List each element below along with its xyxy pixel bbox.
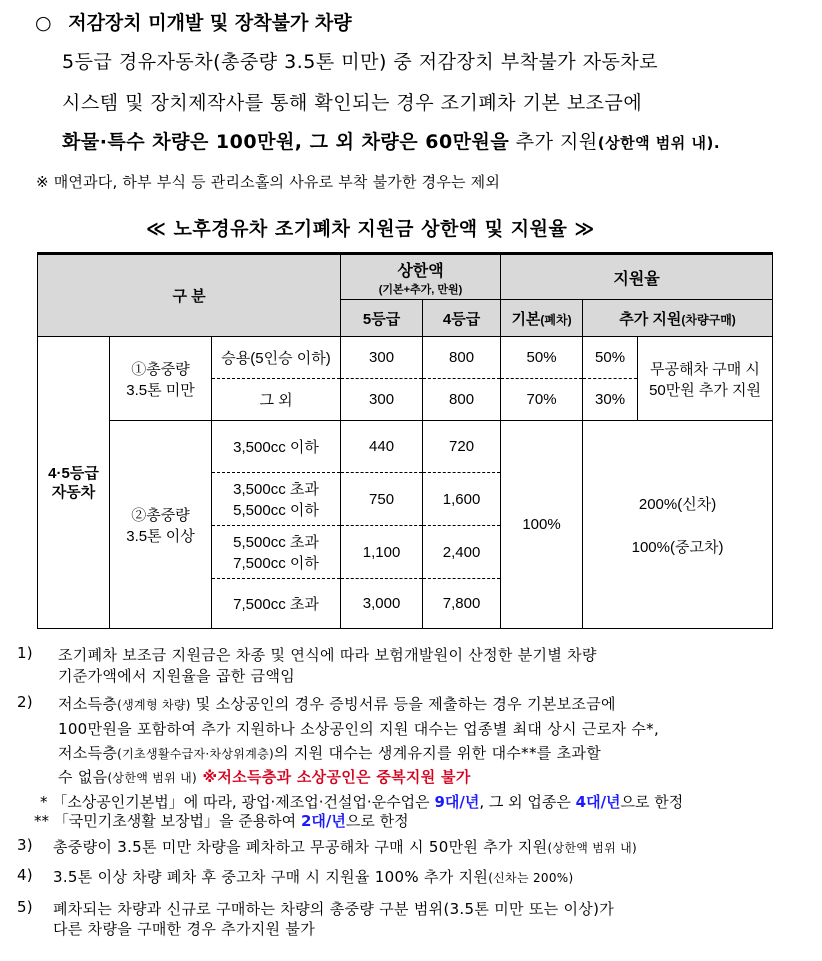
subsidy-table: [37, 252, 773, 629]
g2-basic: 100%: [501, 421, 583, 629]
section-line-2: 시스템 및 장치제작사를 통해 확인되는 경우 조기폐차 기본 보조금에: [62, 92, 643, 114]
g2-g4-3: 2,400: [423, 526, 501, 579]
g2-g5-1: 440: [341, 421, 423, 473]
g2-type-3: 5,500cc 초과 7,500cc 이하: [212, 526, 341, 579]
section-note: ※ 매연과다, 하부 부식 등 관리소홀의 사유로 부착 불가한 경우는 제외: [36, 173, 501, 191]
g1-g4-1: 800: [423, 337, 501, 379]
header-grade5: 5등급: [341, 300, 423, 337]
footnote-1-line-1: 조기폐차 보조금 지원금은 차종 및 연식에 따라 보험개발원이 산정한 분기별 차량: [58, 646, 597, 664]
g2-type-4: 7,500cc 초과: [212, 579, 341, 629]
footnote-2-line-1: 저소득층(생계형 차량) 및 소상공인의 경우 증빙서류 등을 제출하는 경우 기본보조금에: [58, 695, 616, 713]
g1-basic-1: 50%: [501, 337, 583, 379]
footnote-5-number: 5): [17, 898, 33, 916]
section-line-3-bold: 화물·특수 차량은 100만원, 그 외 차량은 60만원을: [62, 131, 510, 153]
footnote-2-number: 2): [17, 693, 33, 711]
section-line-3-rest: 추가 지원: [509, 131, 598, 153]
g1-label: ①총중량 3.5톤 미만: [110, 337, 212, 421]
header-extra: 추가 지원(차량구매): [583, 300, 773, 337]
header-category: 구 분: [38, 254, 341, 337]
header-cap: 상한액 (기본+추가, 만원): [341, 254, 501, 300]
g1-extra-2: 30%: [583, 379, 638, 421]
footnote-2-line-2: 100만원을 포함하여 추가 지원하나 소상공인의 지원 대수는 업종별 최대 상시 근로자 수*,: [58, 720, 660, 738]
header-rate: 지원율: [501, 254, 773, 300]
g2-g5-3: 1,100: [341, 526, 423, 579]
footnote-5-line-2: 다른 차량을 구매한 경우 추가지원 불가: [53, 920, 315, 938]
header-basic: 기본(폐차): [501, 300, 583, 337]
g2-g5-2: 750: [341, 473, 423, 526]
footnote-3-number: 3): [17, 836, 33, 854]
footnote-star-2: ** 「국민기초생활 보장법」을 준용하여 2대/년으로 한정: [34, 812, 409, 830]
g2-g4-4: 7,800: [423, 579, 501, 629]
footnote-4-text: 3.5톤 이상 차량 폐차 후 중고차 구매 시 지원율 100% 추가 지원(신차는 200%): [53, 868, 574, 886]
footnote-4-number: 4): [17, 866, 33, 884]
header-grade4: 4등급: [423, 300, 501, 337]
g2-extra: 200%(신차) 100%(중고차): [583, 421, 773, 629]
g2-g4-2: 1,600: [423, 473, 501, 526]
g1-basic-2: 70%: [501, 379, 583, 421]
footnote-3-text: 총중량이 3.5톤 미만 차량을 폐차하고 무공해차 구매 시 50만원 추가 지원(상한액 범위 내): [53, 838, 638, 856]
section-line-3: [62, 127, 720, 154]
footnote-1-number: 1): [17, 644, 33, 662]
g1-extra-1: 50%: [583, 337, 638, 379]
g1-g5-2: 300: [341, 379, 423, 421]
section-line-1: 5등급 경유자동차(총중량 3.5톤 미만) 중 저감장치 부착불가 자동차로: [62, 51, 659, 73]
footnote-star-1: * 「소상공인기본법」에 따라, 광업·제조업·건설업·운수업은 9대/년, 그 외 업종은 4대/년으로 한정: [40, 793, 684, 811]
g2-g5-4: 3,000: [341, 579, 423, 629]
footnote-5-line-1: 폐차되는 차량과 신규로 구매하는 차량의 총중량 구분 범위(3.5톤 미만 또는 이상)가: [53, 900, 615, 918]
group-label: 4·5등급 자동차: [38, 337, 110, 629]
g1-g5-1: 300: [341, 337, 423, 379]
section-title: 저감장치 미개발 및 장착불가 차량: [68, 12, 352, 34]
g2-label: ②총중량 3.5톤 이상: [110, 421, 212, 629]
g1-type-1: 승용(5인승 이하): [212, 337, 341, 379]
footnote-2-line-4: 수 없음(상한액 범위 내) ※저소득층과 소상공인은 중복지원 불가: [58, 768, 471, 786]
table-title: ≪ 노후경유차 조기폐차 지원금 상한액 및 지원율 ≫: [146, 218, 595, 240]
circle-bullet-icon: ○: [35, 12, 52, 34]
section-line-3-small: (상한액 범위 내).: [597, 134, 721, 152]
g1-type-2: 그 외: [212, 379, 341, 421]
g1-extra-note: 무공해차 구매 시 50만원 추가 지원: [638, 337, 773, 421]
g2-g4-1: 720: [423, 421, 501, 473]
footnote-2-line-3: 저소득층(기초생활수급자·차상위계층)의 지원 대수는 생계유지를 위한 대수**를 초과할: [58, 744, 601, 762]
g2-type-2: 3,500cc 초과 5,500cc 이하: [212, 473, 341, 526]
g2-type-1: 3,500cc 이하: [212, 421, 341, 473]
footnote-1-line-2: 기준가액에서 지원율을 곱한 금액임: [58, 667, 296, 685]
g1-g4-2: 800: [423, 379, 501, 421]
section-heading: [35, 8, 352, 35]
